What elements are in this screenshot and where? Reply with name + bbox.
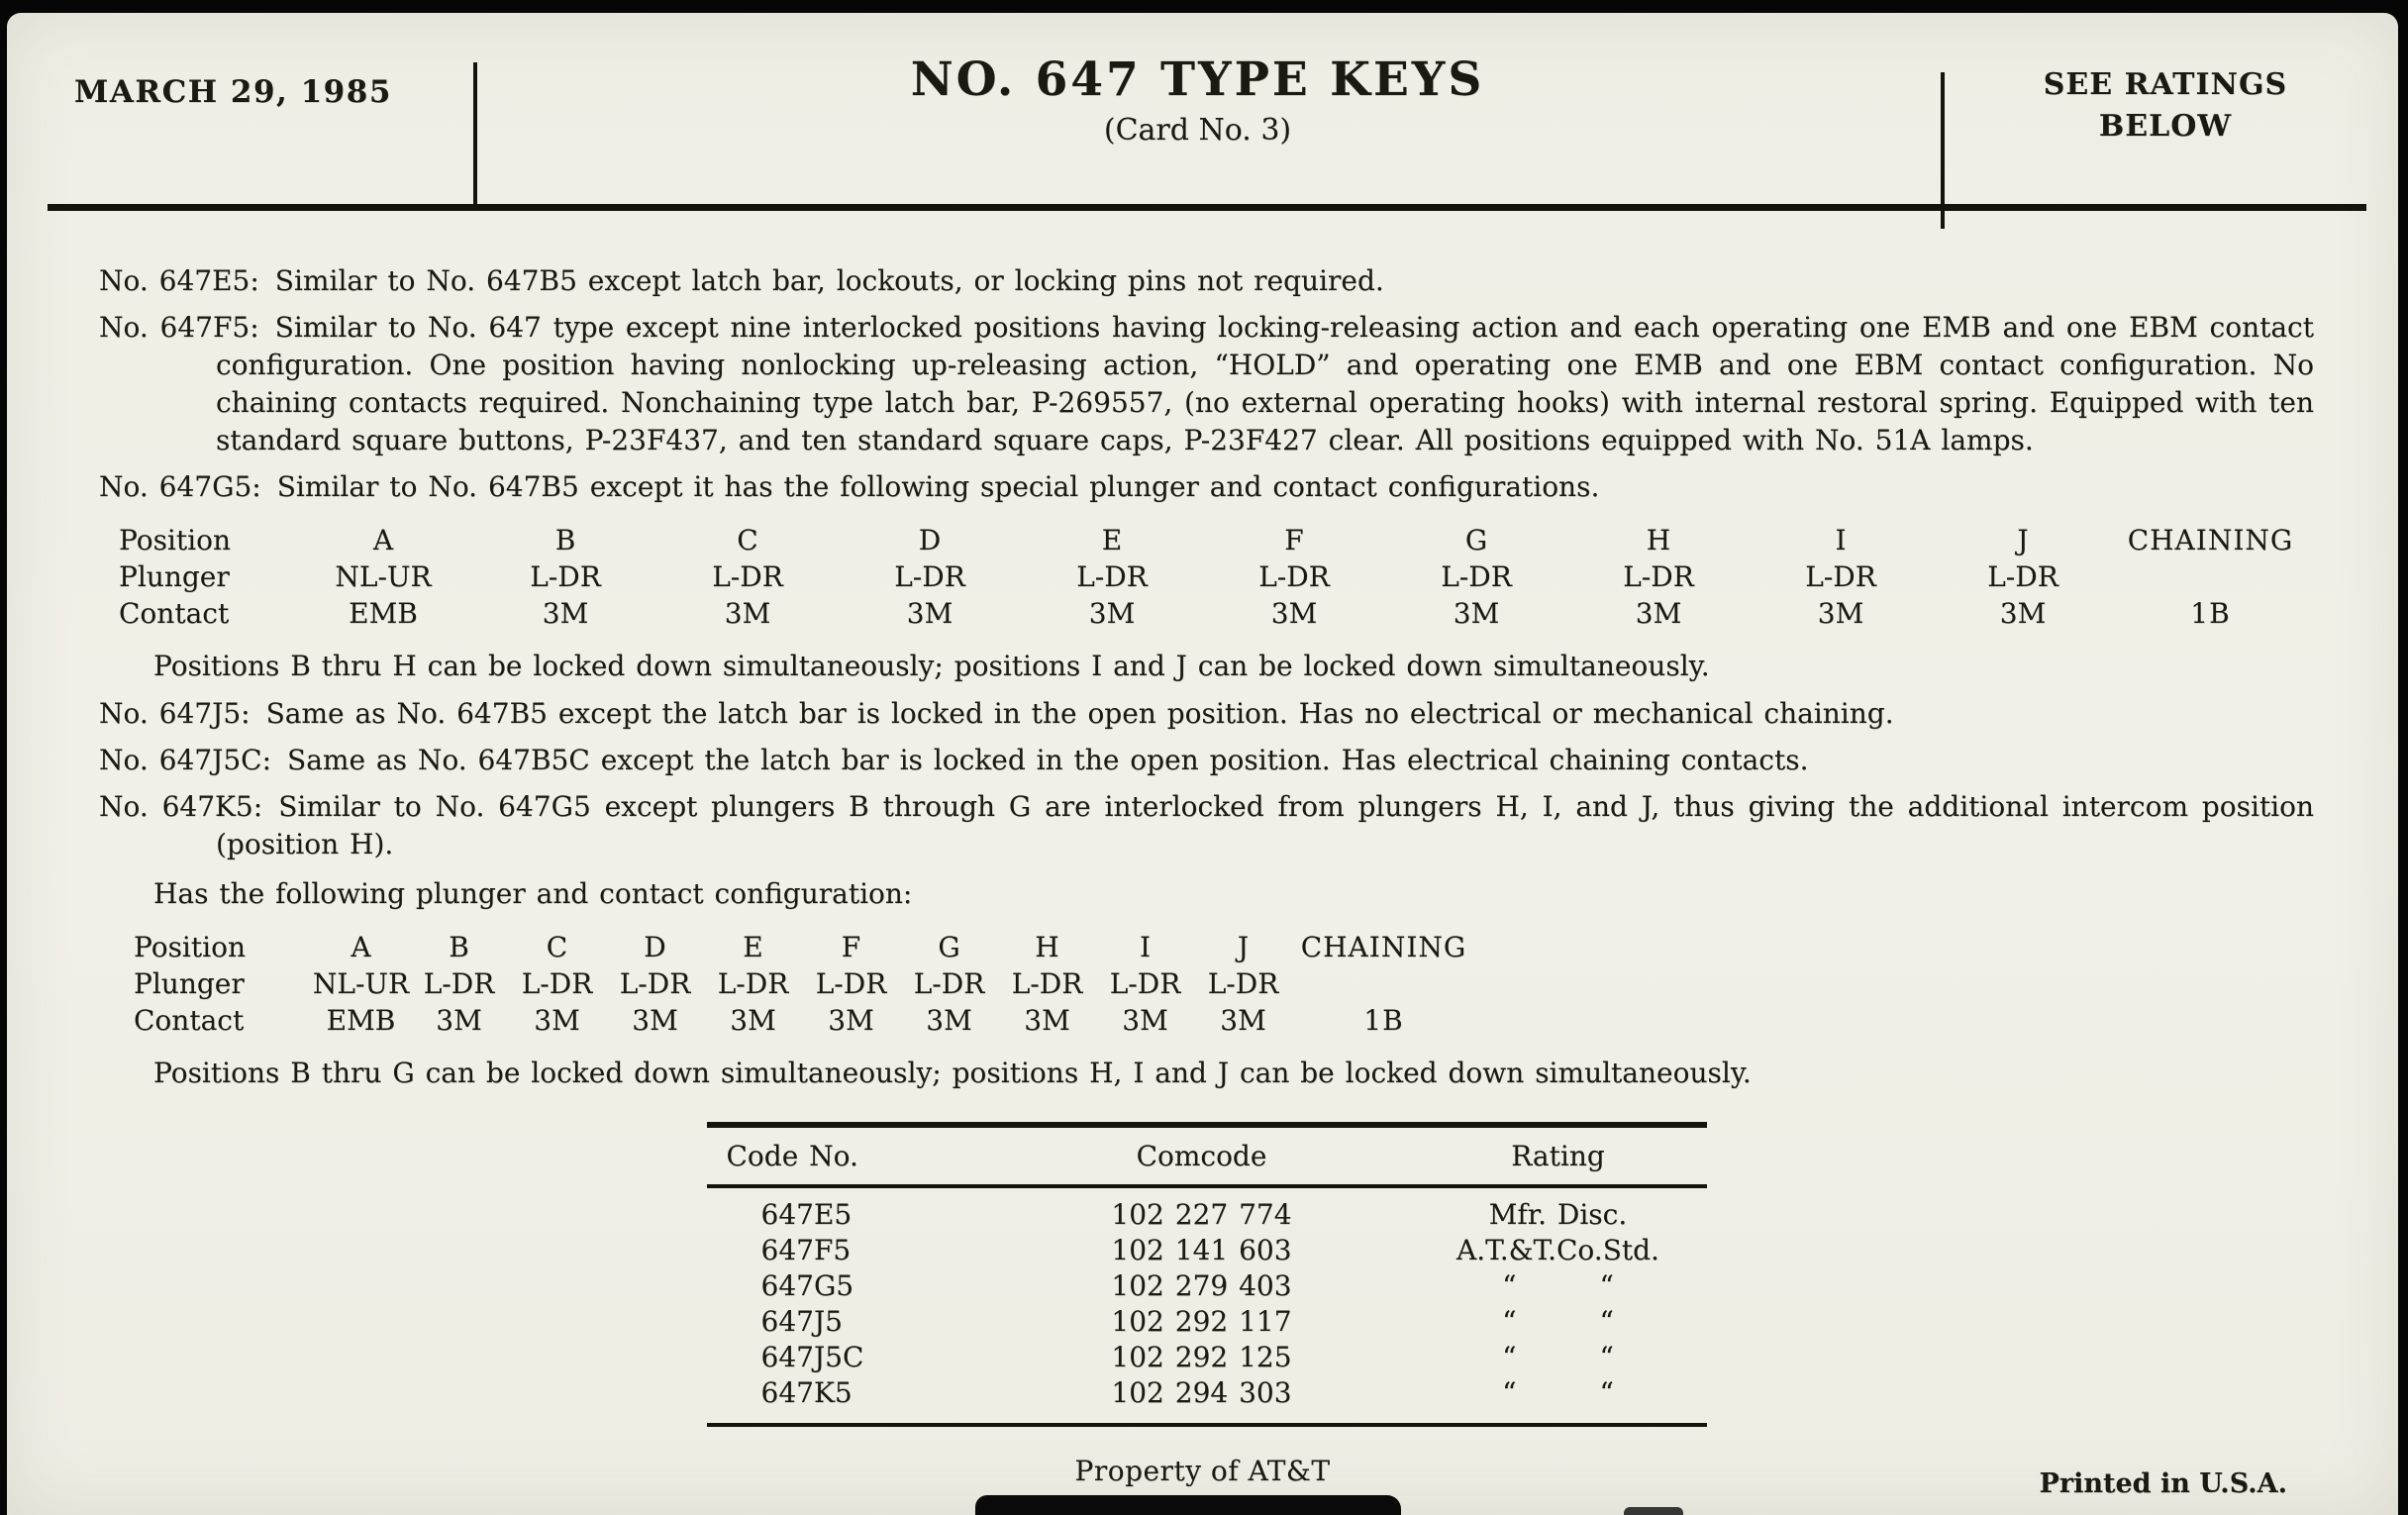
ratings-table-header <box>707 1128 1707 1188</box>
rating: “ “ <box>1502 1341 1614 1373</box>
position-letter: C <box>546 931 568 963</box>
ratings-row <box>707 1375 1707 1411</box>
contact-value: 3M <box>1999 597 2047 630</box>
position-letter: C <box>737 524 758 556</box>
plunger-value: NL-UR <box>335 560 432 593</box>
chaining-value: 1B <box>1363 1004 1404 1037</box>
code-no: 647F5 <box>760 1234 852 1266</box>
position-letter: I <box>1139 931 1152 963</box>
code-no: 647J5 <box>760 1305 843 1338</box>
rating: “ “ <box>1502 1376 1614 1409</box>
contact-value: 3M <box>926 1004 972 1037</box>
contact-value: 3M <box>1024 1004 1070 1037</box>
comcode: 102 279 403 <box>1111 1269 1292 1302</box>
chaining-spacer <box>1292 965 1475 1002</box>
contact-value: 3M <box>1088 597 1136 630</box>
entry-label: No. 647J5: <box>99 697 251 730</box>
spec-entry-647e5 <box>99 262 2314 300</box>
column-header-rating: Rating <box>1511 1140 1605 1172</box>
contact-value: EMB <box>349 597 418 630</box>
plunger-value: L-DR <box>894 560 965 593</box>
position-letter: E <box>743 931 763 963</box>
contact-value: 3M <box>542 597 589 630</box>
position-letter: D <box>644 931 666 963</box>
row-label-contact: Contact <box>119 597 230 630</box>
contact-value: 3M <box>1122 1004 1168 1037</box>
header-rule <box>48 204 2366 211</box>
row-label-plunger: Plunger <box>119 560 230 593</box>
ratings-row <box>707 1197 1707 1233</box>
contact-value: 3M <box>1817 597 1864 630</box>
position-letter: I <box>1835 524 1847 556</box>
document-body <box>99 262 2314 1427</box>
plunger-value: L-DR <box>1207 967 1279 1000</box>
ratings-row <box>707 1233 1707 1268</box>
comcode: 102 227 774 <box>1111 1198 1292 1231</box>
position-letter: H <box>1035 931 1059 963</box>
card-number: (Card No. 3) <box>1103 113 1292 148</box>
document-page <box>7 13 2398 1515</box>
entry-label: No. 647E5: <box>99 264 259 297</box>
document-header <box>7 13 2398 221</box>
plunger-value: L-DR <box>619 967 691 1000</box>
position-letter: F <box>841 931 861 963</box>
plunger-value: L-DR <box>1258 560 1330 593</box>
position-letter: E <box>1101 524 1123 556</box>
position-letter: G <box>938 931 960 963</box>
position-letter: B <box>554 524 576 556</box>
date-label: MARCH 29, 1985 <box>74 74 392 110</box>
position-letter: J <box>1237 931 1250 963</box>
spec-entry-647k5 <box>99 788 2314 863</box>
entry-text: Similar to No. 647B5 except latch bar, lockouts, or locking pins not required. <box>274 264 1384 297</box>
column-header-code-no: Code No. <box>726 1140 858 1172</box>
contact-value: 3M <box>1453 597 1500 630</box>
position-letter: B <box>449 931 469 963</box>
position-letter: A <box>351 931 371 963</box>
scan-artifact-mark <box>1624 1507 1683 1515</box>
entry-label: No. 647K5: <box>99 790 263 823</box>
entry-text: Similar to No. 647G5 except plungers B through G are interlocked from plungers H, I, and J, thus giving the additional intercom position (position H). <box>216 790 2314 860</box>
row-label-position: Position <box>119 524 231 556</box>
contact-value: 3M <box>632 1004 678 1037</box>
column-header-comcode: Comcode <box>1136 1140 1267 1172</box>
plunger-value: L-DR <box>521 967 593 1000</box>
plunger-value: L-DR <box>423 967 495 1000</box>
contact-value: 3M <box>906 597 953 630</box>
row-label-contact: Contact <box>134 1004 245 1037</box>
rating: “ “ <box>1502 1269 1614 1302</box>
plunger-value: L-DR <box>1109 967 1181 1000</box>
code-no: 647K5 <box>760 1376 853 1409</box>
position-letter: G <box>1464 524 1488 556</box>
plunger-value: NL-UR <box>312 967 410 1000</box>
plunger-value: L-DR <box>1805 560 1876 593</box>
row-label-plunger: Plunger <box>134 967 245 1000</box>
comcode: 102 141 603 <box>1111 1234 1292 1266</box>
position-letter: J <box>2017 524 2029 556</box>
code-no: 647G5 <box>760 1269 854 1302</box>
plunger-value: L-DR <box>712 560 783 593</box>
contact-value: 3M <box>1270 597 1318 630</box>
chaining-value: 1B <box>2190 597 2231 630</box>
position-letter: A <box>372 524 394 556</box>
contact-value: 3M <box>1635 597 1682 630</box>
printed-notice: Printed in U.S.A. <box>2039 1468 2287 1499</box>
spec-entry-647j5 <box>99 695 2314 733</box>
comcode: 102 292 117 <box>1111 1305 1292 1338</box>
contact-value: 3M <box>534 1004 580 1037</box>
plunger-value: L-DR <box>717 967 789 1000</box>
property-notice: Property of AT&T <box>1074 1455 1331 1487</box>
contact-value: 3M <box>436 1004 482 1037</box>
plunger-value: L-DR <box>1441 560 1512 593</box>
chaining-header: CHAINING <box>1300 931 1467 963</box>
plunger-value: L-DR <box>530 560 601 593</box>
contact-value: 3M <box>730 1004 776 1037</box>
spec-entry-647j5c <box>99 742 2314 779</box>
plunger-value: L-DR <box>1011 967 1083 1000</box>
page-title: NO. 647 TYPE KEYS <box>910 52 1485 107</box>
ratings-note <box>2002 64 2329 148</box>
lockdown-note-647k5: Positions B thru G can be locked down simultaneously; positions H, I and J can be locked down simultaneously. <box>153 1057 1752 1089</box>
code-no: 647J5C <box>760 1341 864 1373</box>
ratings-row <box>707 1268 1707 1304</box>
entry-label: No. 647F5: <box>99 311 259 344</box>
entry-text: Same as No. 647B5 except the latch bar is locked in the open position. Has no electrical or mechanical chaining. <box>265 697 1894 730</box>
entry-label: No. 647J5C: <box>99 744 272 776</box>
contact-value: 3M <box>828 1004 874 1037</box>
config-table-647g5 <box>119 522 2314 632</box>
position-letter: D <box>918 524 942 556</box>
spec-entry-647f5 <box>99 309 2314 459</box>
ratings-row <box>707 1340 1707 1375</box>
title-block <box>472 52 1923 148</box>
scan-artifact-smudge <box>975 1495 1401 1515</box>
spec-entry-647g5 <box>99 468 2314 506</box>
plunger-value: L-DR <box>1076 560 1148 593</box>
rating: “ “ <box>1502 1305 1614 1338</box>
plunger-value: L-DR <box>913 967 985 1000</box>
comcode: 102 294 303 <box>1111 1376 1292 1409</box>
rating: Mfr. Disc. <box>1488 1198 1628 1231</box>
contact-value: 3M <box>724 597 771 630</box>
rating: A.T.&T.Co.Std. <box>1456 1234 1659 1266</box>
contact-value: EMB <box>326 1004 396 1037</box>
ratings-row <box>707 1304 1707 1340</box>
plunger-value: L-DR <box>1987 560 2058 593</box>
ratings-table <box>707 1122 1707 1427</box>
row-label-position: Position <box>134 931 246 963</box>
chaining-header: CHAINING <box>2127 524 2294 556</box>
entry-label: No. 647G5: <box>99 470 261 503</box>
position-letter: H <box>1646 524 1671 556</box>
plunger-value: L-DR <box>815 967 887 1000</box>
lockdown-note-647g5: Positions B thru H can be locked down simultaneously; positions I and J can be locked down simultaneously. <box>153 650 1710 682</box>
ratings-note-line-2: BELOW <box>2098 109 2233 144</box>
header-divider-left <box>473 62 477 211</box>
plunger-value: L-DR <box>1623 560 1694 593</box>
ratings-table-body <box>707 1188 1707 1427</box>
config-table-647k5 <box>134 929 2314 1039</box>
code-no: 647E5 <box>760 1198 853 1231</box>
ratings-note-line-1: SEE RATINGS <box>2043 67 2288 102</box>
config-intro-647k5: Has the following plunger and contact configuration: <box>153 877 913 910</box>
comcode: 102 292 125 <box>1111 1341 1292 1373</box>
entry-text: Same as No. 647B5C except the latch bar is locked in the open position. Has electrical chaining contacts. <box>287 744 1809 776</box>
chaining-spacer <box>2114 558 2307 595</box>
contact-value: 3M <box>1220 1004 1266 1037</box>
position-letter: F <box>1284 524 1304 556</box>
entry-text: Similar to No. 647 type except nine interlocked positions having locking-releasing action and each operating one EMB and one EBM contact configuration. One position having nonlocking up-releasing action, “HOLD” and operating one EMB and one EBM contact configuration. No chaining contacts required. Nonchaining type latch bar, P-269557, (no external operating hooks) with internal restoral spring. Equipped with ten standard square buttons, P-23F437, and ten standard square caps, P-23F427 clear. All positions equipped with No. 51A lamps. <box>216 311 2314 456</box>
entry-text: Similar to No. 647B5 except it has the following special plunger and contact configurations. <box>276 470 1600 503</box>
